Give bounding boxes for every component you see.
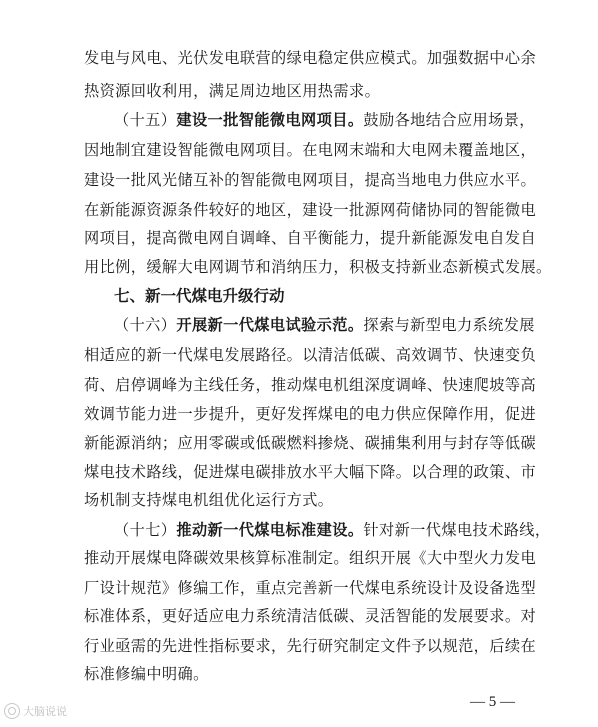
- section-number: （十六）: [114, 316, 177, 334]
- paragraph-line: 建设一批风光储互补的智能微电网项目，提高当地电力供应水平。: [84, 171, 537, 189]
- paragraph-line: 推动开展煤电降碳效果核算标准制定。组织开展《大中型火力发电: [84, 549, 537, 567]
- watermark-text: 大脑说说: [23, 705, 67, 718]
- section-number: （十五）: [114, 111, 177, 129]
- paragraph-line: 场机制支持煤电机组优化运行方式。: [84, 491, 334, 509]
- paragraph-line: 厂设计规范》修编工作，重点完善新一代煤电系统设计及设备选型: [84, 579, 537, 597]
- paragraph-line: 热资源回收利用，满足周边地区用热需求。: [84, 82, 381, 100]
- section-16-line: [114, 315, 546, 335]
- section-title: 建设一批智能微电网项目。: [176, 111, 364, 129]
- paragraph-line: 新能源消纳；应用零碳或低碳燃料掺烧、碳捕集利用与封存等低碳: [84, 434, 537, 452]
- section-text: 鼓励各地结合应用场景，: [363, 111, 535, 129]
- paragraph-line: 网项目，提高微电网自调峰、自平衡能力，提升新能源发电自发自: [84, 229, 537, 247]
- watermark: [4, 703, 67, 719]
- page-number: — 5 —: [470, 694, 515, 710]
- section-text: 针对新一代煤电技术路线，: [363, 521, 551, 539]
- section-text: 探索与新型电力系统发展: [363, 316, 535, 334]
- paragraph-line: 标准修编中明确。: [84, 665, 209, 683]
- paragraph-line: 发电与风电、光伏发电联营的绿电稳定供应模式。加强数据中心余: [84, 49, 537, 67]
- paragraph-line: 行业亟需的先进性指标要求，先行研究制定文件予以规范，后续在: [84, 637, 537, 655]
- watermark-logo-icon: [4, 703, 20, 719]
- paragraph-line: 用比例，缓解大电网调节和消纳压力，积极支持新业态新模式发展。: [84, 258, 552, 276]
- paragraph-line: 在新能源资源条件较好的地区，建设一批源网荷储协同的智能微电: [84, 201, 537, 219]
- chapter-heading: 七、新一代煤电升级行动: [114, 287, 285, 305]
- section-number: （十七）: [114, 521, 177, 539]
- section-17-line: [114, 520, 551, 540]
- section-title: 开展新一代煤电试验示范。: [176, 316, 364, 334]
- paragraph-line: 相适应的新一代煤电发展路径。以清洁低碳、高效调节、快速变负: [84, 346, 537, 364]
- paragraph-line: 效调节能力进一步提升，更好发挥煤电的电力供应保障作用，促进: [84, 405, 537, 423]
- section-title: 推动新一代煤电标准建设。: [176, 521, 364, 539]
- paragraph-line: 因地制宜建设智能微电网项目。在电网末端和大电网未覆盖地区，: [84, 141, 537, 159]
- paragraph-line: 标准体系，更好适应电力系统清洁低碳、灵活智能的发展要求。对: [84, 607, 537, 625]
- paragraph-line: 煤电技术路线，促进煤电碳排放水平大幅下降。以合理的政策、市: [84, 463, 537, 481]
- section-15-line: [114, 110, 546, 130]
- paragraph-line: 荷、启停调峰为主线任务，推动煤电机组深度调峰、快速爬坡等高: [84, 376, 537, 394]
